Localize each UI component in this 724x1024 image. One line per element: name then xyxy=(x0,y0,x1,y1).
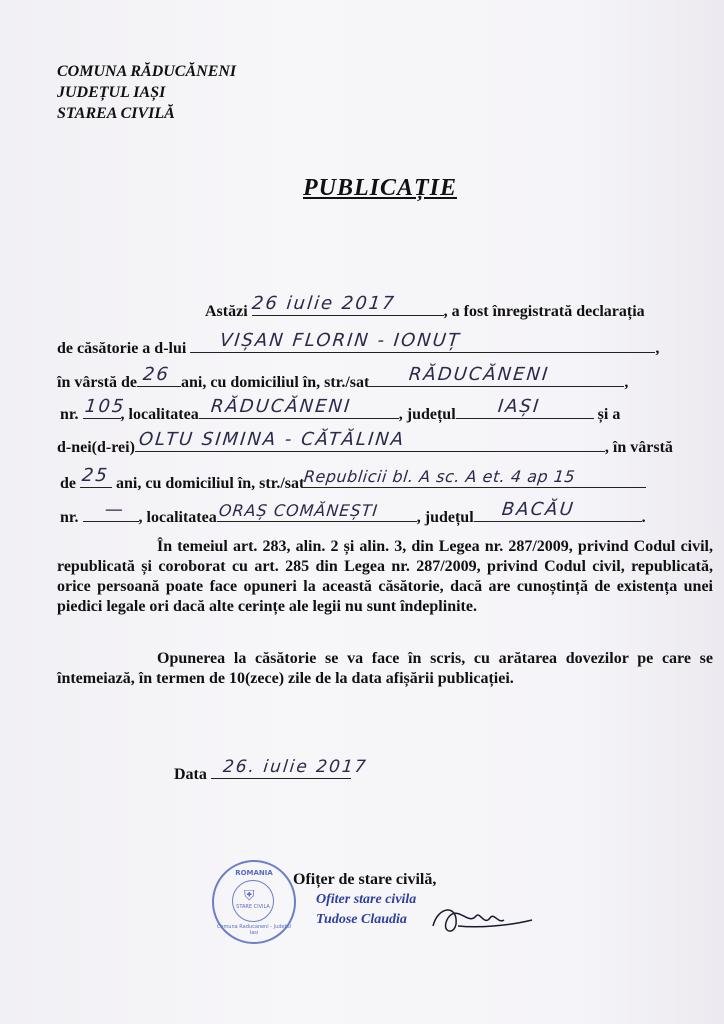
groom-street: RĂDUCĂNENI xyxy=(408,364,551,385)
form-line-groom: de căsătorie a d-lui VIȘAN FLORIN - IONUȚ , xyxy=(57,330,660,357)
coat-of-arms-icon: ⛨ xyxy=(244,888,255,904)
groom-county: IAȘI xyxy=(496,396,542,417)
bride-age: 25 xyxy=(80,465,111,486)
date-blank xyxy=(250,293,444,316)
round-seal xyxy=(212,860,296,944)
groom-name: VIȘAN FLORIN - IONUȚ xyxy=(219,330,463,351)
bride-street-blank xyxy=(304,469,646,488)
document-title: PUBLICAȚIE xyxy=(302,175,458,201)
bride-county: BACĂU xyxy=(500,499,576,520)
bride-street: Republicii bl. A sc. A et. 4 ap 15 xyxy=(303,467,577,486)
form-line-bride-address: nr. — , localitatea ORAȘ COMĂNEȘTI , județul BACĂU . xyxy=(60,499,646,526)
bride-locality-blank xyxy=(217,503,417,522)
opposition-paragraph: Opunerea la căsătorie se va face în scris, cu arătarea dovezilor pe care se întemeiază, în termen de 10(zece) zile de la data afișării publicației. xyxy=(57,650,713,687)
seal-bottom-text: Comuna Raducaneni - Judetul Iasi xyxy=(216,924,292,936)
officer-stamp-title: Ofiter stare civila xyxy=(316,892,417,907)
bride-locality: ORAȘ COMĂNEȘTI xyxy=(217,501,379,520)
header-commune: COMUNA RĂDUCĂNENI xyxy=(57,63,237,80)
bride-name-blank xyxy=(135,429,605,452)
groom-age-blank xyxy=(137,364,181,387)
date-line: Data 26. iulie 2017 xyxy=(174,757,369,783)
officer-stamp-name: Tudose Claudia xyxy=(316,912,407,927)
bride-nr: — xyxy=(103,499,126,520)
bride-name: OLTU SIMINA - CĂTĂLINA xyxy=(137,429,407,450)
form-line-groom-address: nr. 105 , localitatea RĂDUCĂNENI , județul IAȘI și a xyxy=(60,396,621,423)
header-county: JUDEȚUL IAȘI xyxy=(57,84,166,101)
header-office: STAREA CIVILĂ xyxy=(57,105,175,122)
publication-date: 26. iulie 2017 xyxy=(221,757,369,777)
form-line-bride: d-nei(d-rei) OLTU SIMINA - CĂTĂLINA , în vârstă xyxy=(57,429,673,456)
groom-name-blank xyxy=(190,330,655,353)
groom-street-blank xyxy=(369,364,624,387)
groom-nr: 105 xyxy=(83,396,126,417)
bride-age-blank xyxy=(80,465,112,488)
bride-nr-blank xyxy=(83,499,139,522)
form-line-groom-age: în vârstă de 26 ani, cu domiciliul în, str./sat RĂDUCĂNENI , xyxy=(57,364,629,391)
bride-county-blank xyxy=(474,499,642,522)
form-line-bride-age: de 25 ani, cu domiciliul în, str./sat Republicii bl. A sc. A et. 4 ap 15 xyxy=(60,469,646,493)
groom-county-blank xyxy=(456,396,594,419)
officer-title: Ofițer de stare civilă, xyxy=(293,871,437,888)
registration-date: 26 iulie 2017 xyxy=(250,293,397,314)
groom-locality: RĂDUCĂNENI xyxy=(209,396,353,417)
seal-top-text: ROMANIA xyxy=(235,869,273,877)
groom-nr-blank xyxy=(83,396,126,419)
date-blank-bottom xyxy=(211,757,369,779)
groom-age: 26 xyxy=(141,364,172,385)
handwritten-signature xyxy=(428,896,538,946)
form-line-date: Astăzi 26 iulie 2017 , a fost înregistrată declarația xyxy=(205,293,645,320)
groom-locality-blank xyxy=(199,396,399,419)
legal-paragraph: În temeiul art. 283, alin. 2 și alin. 3, din Legea nr. 287/2009, privind Codul civil, republicată și coroborat cu art. 285 din Legea nr. 287/2009, privind Codul civil, republicată, orice persoană poate face opuneri la această căsătorie, dacă are cunoștință de existența unei piedici legale ori dacă alte cerințe ale legii nu sunt îndeplinite. xyxy=(57,538,713,615)
seal-middle-text: STARE CIVILA xyxy=(236,904,270,910)
issuer-header xyxy=(57,61,236,124)
